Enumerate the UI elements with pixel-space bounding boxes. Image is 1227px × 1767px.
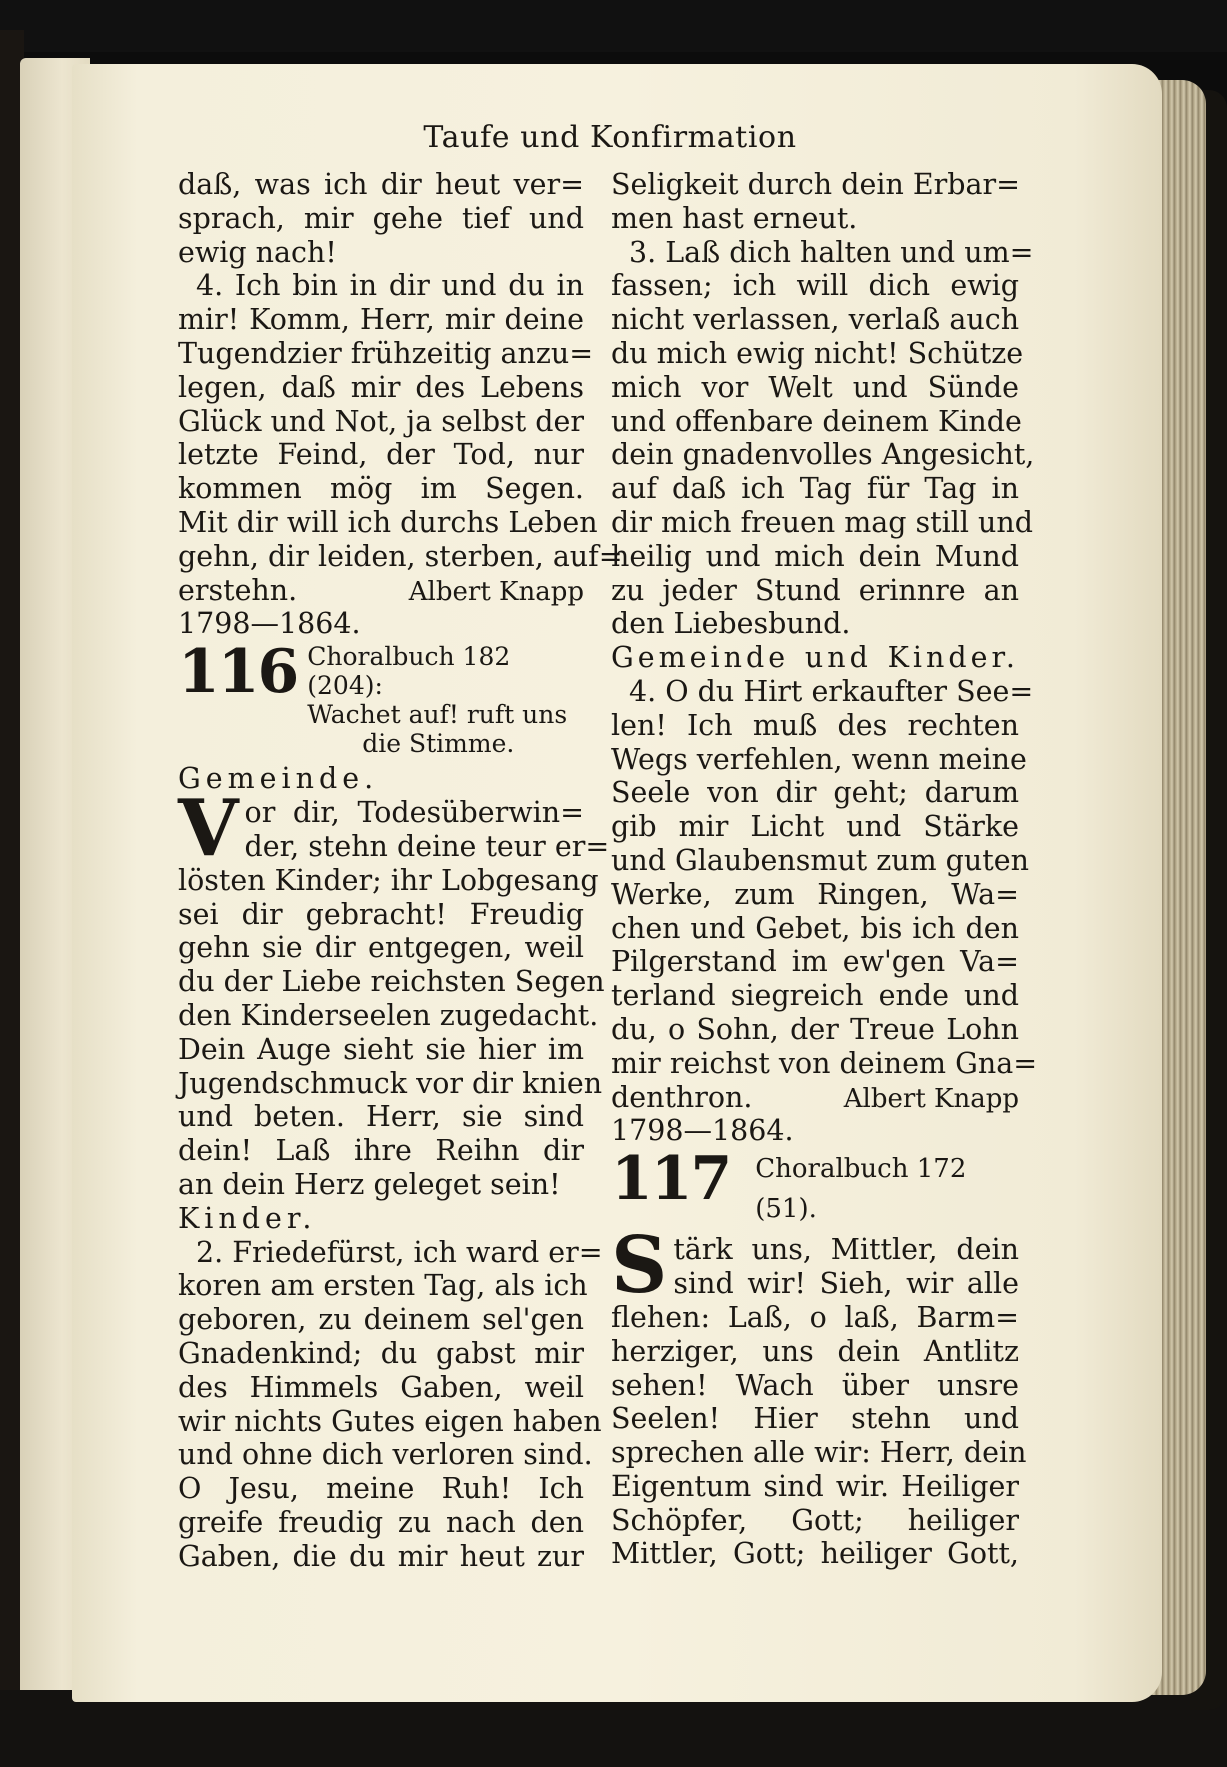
hymn-ref-line: Wachet auf! ruft uns	[307, 700, 568, 730]
text-line: or dir, Todesüberwin=	[244, 796, 584, 830]
text-line: Tugendzier frühzeitig anzu=	[178, 336, 594, 370]
text-line: und offenbare deinem Kinde	[611, 404, 1022, 438]
text-line: Gaben, die du mir heut zur	[178, 1539, 584, 1573]
text-line: den Liebesbund.	[611, 607, 851, 641]
text-line: terland siegreich ende und	[611, 979, 1019, 1013]
text-line: Werke, zum Ringen, Wa=	[611, 877, 1019, 911]
hymn-reference: Choralbuch 172 (51).	[755, 1154, 967, 1225]
text-line: an dein Herz geleget sein!	[178, 1167, 561, 1201]
text-line: den Kinderseelen zugedacht.	[178, 998, 599, 1032]
text-line: Seele von dir geht; darum	[611, 776, 1019, 810]
text-line: Gnadenkind; du gabst mir	[178, 1336, 584, 1370]
text-line: len! Ich muß des rechten	[611, 708, 1019, 742]
verse-block	[178, 783, 610, 1202]
author-row	[178, 574, 584, 607]
text-line: tärk uns, Mittler, dein	[673, 1233, 1019, 1267]
text-line: Seelen! Hier stehn und	[611, 1402, 1019, 1436]
text-line: sprechen alle wir: Herr, dein	[611, 1436, 1027, 1470]
text-line: legen, daß mir des Lebens	[178, 370, 584, 404]
author-years: 1798—1864.	[178, 606, 361, 640]
author-name: Albert Knapp	[408, 576, 584, 607]
text-line: Eigentum sind wir. Heiliger	[611, 1469, 1019, 1503]
running-head: Taufe und Konfirmation	[423, 120, 797, 155]
text-line: gib mir Licht und Stärke	[611, 810, 1019, 844]
text-line: nicht verlassen, verlaß auch	[611, 303, 1020, 337]
section-label: Kinder.	[178, 1201, 317, 1235]
author-name: Albert Knapp	[843, 1083, 1019, 1114]
text-line: Mit dir will ich durchs Leben	[178, 505, 598, 539]
text-line: mir reichst von deinem Gna=	[611, 1046, 1038, 1080]
text-line: lösten Kinder; ihr Lobgesang	[178, 863, 599, 897]
hymn-reference	[307, 642, 584, 758]
drop-cap: S	[611, 1220, 668, 1312]
text-line: und Glaubensmut zum guten	[611, 843, 1029, 877]
text-line: mich vor Welt und Sünde	[611, 370, 1019, 404]
text-line: Wegs verfehlen, wenn meine	[611, 742, 1027, 776]
text-line: erstehn.	[178, 573, 298, 607]
text-line: Glück und Not, ja selbst der	[178, 404, 584, 438]
drop-cap: V	[178, 783, 239, 875]
author-row	[611, 1081, 1019, 1114]
text-line: sehen! Wach über unsre	[611, 1368, 1019, 1402]
text-line: dein! Laß ihre Reihn dir	[178, 1134, 584, 1168]
text-line: des Himmels Gaben, weil	[178, 1370, 584, 1404]
text-line: Seligkeit durch dein Erbar=	[611, 168, 1021, 201]
text-line: mir! Komm, Herr, mir deine	[178, 303, 584, 337]
verse-number-line: 3. Laß dich halten und um=	[629, 235, 1034, 269]
hymn-ref-line: die Stimme.	[362, 729, 515, 759]
text-line: Schöpfer, Gott; heiliger	[611, 1503, 1019, 1537]
text-line: kommen mög im Segen.	[178, 472, 584, 506]
text-line: wir nichts Gutes eigen haben	[178, 1404, 602, 1438]
text-line: Mittler, Gott; heiliger Gott,	[611, 1537, 1019, 1571]
hymn-header	[178, 637, 584, 759]
text-line: dir mich freuen mag still und	[611, 505, 1033, 539]
text-line: Jugendschmuck vor dir knien	[178, 1066, 603, 1100]
text-line: geboren, zu deinem sel'gen	[178, 1303, 584, 1337]
text-line: sei dir gebracht! Freudig	[178, 897, 584, 931]
text-line: auf daß ich Tag für Tag in	[611, 472, 1019, 506]
text-line: daß, was ich dir heut ver=	[178, 168, 584, 201]
section-label: Gemeinde und Kinder.	[611, 641, 1019, 675]
text-line: men hast erneut.	[611, 201, 858, 235]
text-line: koren am ersten Tag, als ich	[178, 1269, 588, 1303]
text-line: du, o Sohn, der Treue Lohn	[611, 1012, 1019, 1046]
text-line: sprach, mir gehe tief und	[178, 201, 584, 235]
text-line: O Jesu, meine Ruh! Ich	[178, 1472, 584, 1506]
text-line: denthron.	[611, 1080, 753, 1114]
verse-block	[611, 1220, 1027, 1571]
text-line: chen und Gebet, bis ich den	[611, 911, 1019, 945]
text-line: zu jeder Stund erinnre an	[611, 573, 1019, 607]
text-line: dein gnadenvolles Angesicht,	[611, 438, 1035, 472]
text-line: Pilgerstand im ew'gen Va=	[611, 945, 1019, 979]
right-column	[611, 168, 1038, 1571]
text-line: Dein Auge sieht sie hier im	[178, 1032, 584, 1066]
text-line: greife freudig zu nach den	[178, 1505, 584, 1539]
text-line: du der Liebe reichsten Segen	[178, 965, 605, 999]
text-line: gehn, dir leiden, sterben, auf=	[178, 539, 623, 573]
text-line: der, stehn deine teur er=	[244, 829, 610, 863]
verse-number-line: 4. O du Hirt erkaufter See=	[629, 674, 1034, 708]
hymn-number: 117	[611, 1144, 731, 1215]
text-line: heilig und mich dein Mund	[611, 539, 1019, 573]
text-line: gehn sie dir entgegen, weil	[178, 931, 584, 965]
section-label: Gemeinde.	[178, 762, 379, 796]
text-line: letzte Feind, der Tod, nur	[178, 438, 584, 472]
text-line: herziger, uns dein Antlitz	[611, 1334, 1019, 1368]
hymn-number: 116	[178, 637, 298, 708]
verse-number-line: 4. Ich bin in dir und du in	[196, 269, 584, 303]
verse-number-line: 2. Friedefürst, ich ward er=	[196, 1235, 603, 1269]
left-column	[178, 168, 623, 1573]
text-line: fassen; ich will dich ewig	[611, 269, 1019, 303]
hymn-ref-line: Choralbuch 182 (204):	[307, 642, 511, 701]
text-line: und ohne dich verloren sind.	[178, 1438, 593, 1472]
text-line: du mich ewig nicht! Schütze	[611, 336, 1024, 370]
text-line: und beten. Herr, sie sind	[178, 1100, 584, 1134]
hymn-header	[611, 1144, 1019, 1229]
text-line: sind wir! Sieh, wir alle	[673, 1267, 1019, 1301]
text-line: ewig nach!	[178, 235, 337, 269]
author-years: 1798—1864.	[611, 1113, 794, 1147]
text-line: flehen: Laß, o laß, Barm=	[611, 1300, 1019, 1334]
